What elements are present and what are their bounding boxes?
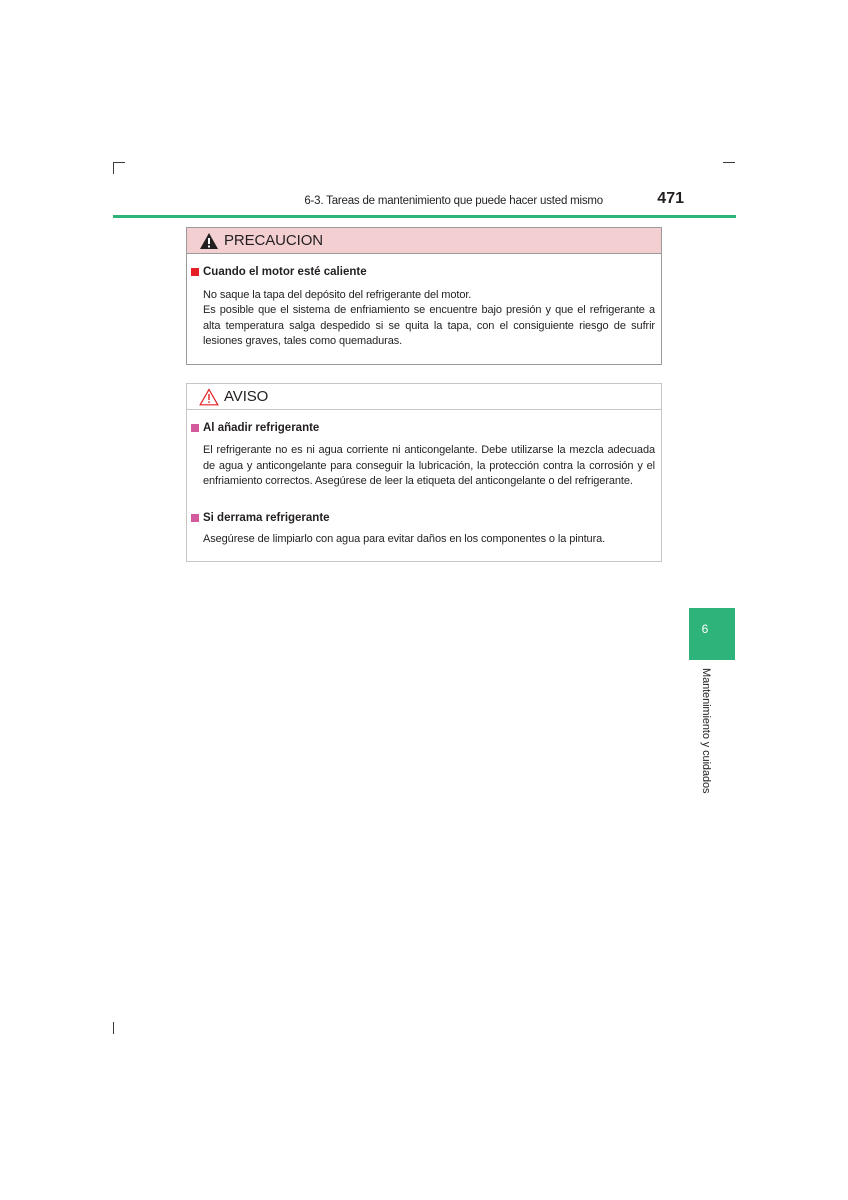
aviso-box [186, 383, 662, 562]
header-rule [113, 215, 736, 218]
crop-mark [723, 162, 735, 163]
square-bullet-icon [191, 514, 199, 522]
chapter-tab [689, 608, 735, 660]
page-number: 471 [657, 190, 684, 207]
warning-filled-icon [199, 232, 220, 250]
precaucion-section-title [191, 266, 367, 278]
aviso-section-1-text: El refrigerante no es ni agua corriente ni anticongelante. Debe utilizarse la mezcla adecuada de agua y anticongelante para conseguir la lubricación, la protección contra la corrosión y el enfriamiento correctos. Asegúrese de leer la etiqueta del anticongelante o del refrigerante. [203, 444, 655, 487]
precaucion-section-title-text: Cuando el motor esté caliente [203, 266, 367, 278]
square-bullet-icon [191, 268, 199, 276]
aviso-header [187, 384, 661, 410]
precaucion-box [186, 227, 662, 365]
precaucion-header [187, 228, 661, 254]
crop-mark [113, 162, 114, 174]
aviso-label: AVISO [224, 388, 269, 405]
chapter-number: 6 [701, 622, 709, 636]
aviso-section-1-title [191, 422, 319, 434]
aviso-section-1-title-text: Al añadir refrigerante [203, 422, 320, 434]
square-bullet-icon [191, 424, 199, 432]
precaucion-paragraph-1: No saque la tapa del depósito del refrigerante del motor. [203, 289, 472, 301]
crop-mark [113, 1022, 114, 1034]
section-header-title: 6-3. Tareas de mantenimiento que puede hacer usted mismo [304, 195, 603, 207]
precaucion-label: PRECAUCION [224, 232, 324, 249]
chapter-label: Mantenimiento y cuidados [700, 668, 712, 794]
warning-outline-icon [199, 388, 220, 406]
aviso-section-2-title-text: Si derrama refrigerante [203, 512, 330, 524]
precaucion-paragraph-2: Es posible que el sistema de enfriamiento se encuentre bajo presión y que el refrigerante a alta temperatura salga despedido si se quita la tapa, con el consiguiente riesgo de sufrir lesiones graves, tales como quemaduras. [203, 304, 655, 347]
aviso-section-2-text: Asegúrese de limpiarlo con agua para evitar daños en los componentes o la pintura. [203, 533, 606, 545]
crop-mark [113, 162, 125, 163]
aviso-section-2-title [191, 512, 330, 524]
